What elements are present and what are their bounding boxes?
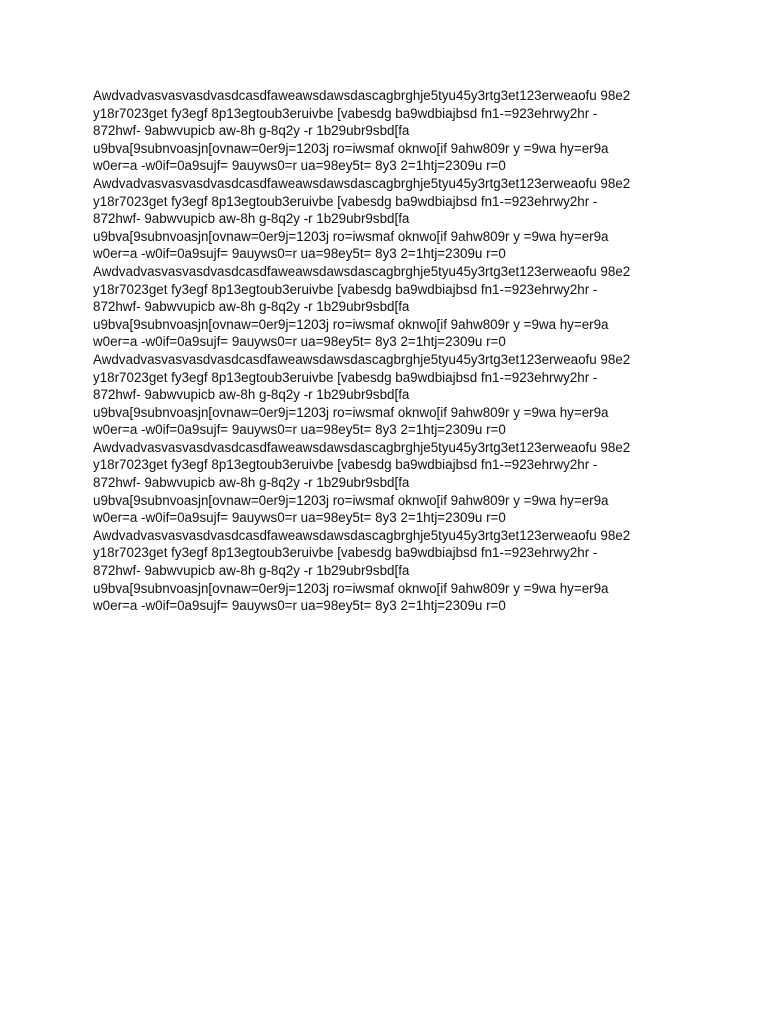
text-line: y18r7023get fy3egf 8p13egtoub3eruivbe [vabesdg ba9wdbiajbsd fn1-=923ehrwy2hr - <box>93 457 598 473</box>
body-text <box>93 87 693 615</box>
text-line: w0er=a -w0if=0a9sujf= 9auyws0=r ua=98ey5t= 8y3 2=1htj=2309u r=0 <box>93 246 506 262</box>
text-line: y18r7023get fy3egf 8p13egtoub3eruivbe [vabesdg ba9wdbiajbsd fn1-=923ehrwy2hr - <box>93 193 598 209</box>
text-line: 872hwf- 9abwvupicb aw-8h g-8q2y -r 1b29ubr9sbd[fa <box>93 211 410 227</box>
text-line: y18r7023get fy3egf 8p13egtoub3eruivbe [vabesdg ba9wdbiajbsd fn1-=923ehrwy2hr - <box>93 281 598 297</box>
text-line: w0er=a -w0if=0a9sujf= 9auyws0=r ua=98ey5t= 8y3 2=1htj=2309u r=0 <box>93 158 506 174</box>
text-line: y18r7023get fy3egf 8p13egtoub3eruivbe [vabesdg ba9wdbiajbsd fn1-=923ehrwy2hr - <box>93 105 598 121</box>
text-line: y18r7023get fy3egf 8p13egtoub3eruivbe [vabesdg ba9wdbiajbsd fn1-=923ehrwy2hr - <box>93 545 598 561</box>
text-line: u9bva[9subnvoasjn[ovnaw=0er9j=1203j ro=iwsmaf oknwo[if 9ahw809r y =9wa hy=er9a <box>93 228 609 244</box>
text-line: Awdvadvasvasvasdvasdcasdfaweawsdawsdascagbrghje5tyu45y3rtg3et123erweaofu 98e2 <box>93 263 631 279</box>
text-line: 872hwf- 9abwvupicb aw-8h g-8q2y -r 1b29ubr9sbd[fa <box>93 387 410 403</box>
text-line: u9bva[9subnvoasjn[ovnaw=0er9j=1203j ro=iwsmaf oknwo[if 9ahw809r y =9wa hy=er9a <box>93 492 609 508</box>
text-line: w0er=a -w0if=0a9sujf= 9auyws0=r ua=98ey5t= 8y3 2=1htj=2309u r=0 <box>93 422 506 438</box>
text-line: w0er=a -w0if=0a9sujf= 9auyws0=r ua=98ey5t= 8y3 2=1htj=2309u r=0 <box>93 510 506 526</box>
text-line: 872hwf- 9abwvupicb aw-8h g-8q2y -r 1b29ubr9sbd[fa <box>93 123 410 139</box>
text-line: Awdvadvasvasvasdvasdcasdfaweawsdawsdascagbrghje5tyu45y3rtg3et123erweaofu 98e2 <box>93 88 631 103</box>
text-line: 872hwf- 9abwvupicb aw-8h g-8q2y -r 1b29ubr9sbd[fa <box>93 475 410 491</box>
text-line: 872hwf- 9abwvupicb aw-8h g-8q2y -r 1b29ubr9sbd[fa <box>93 563 410 579</box>
text-line: u9bva[9subnvoasjn[ovnaw=0er9j=1203j ro=iwsmaf oknwo[if 9ahw809r y =9wa hy=er9a <box>93 404 609 420</box>
text-line: u9bva[9subnvoasjn[ovnaw=0er9j=1203j ro=iwsmaf oknwo[if 9ahw809r y =9wa hy=er9a <box>93 140 609 156</box>
text-line: 872hwf- 9abwvupicb aw-8h g-8q2y -r 1b29ubr9sbd[fa <box>93 299 410 315</box>
text-line: u9bva[9subnvoasjn[ovnaw=0er9j=1203j ro=iwsmaf oknwo[if 9ahw809r y =9wa hy=er9a <box>93 580 609 596</box>
text-line: w0er=a -w0if=0a9sujf= 9auyws0=r ua=98ey5t= 8y3 2=1htj=2309u r=0 <box>93 334 506 350</box>
text-line: Awdvadvasvasvasdvasdcasdfaweawsdawsdascagbrghje5tyu45y3rtg3et123erweaofu 98e2 <box>93 175 631 191</box>
text-line: Awdvadvasvasvasdvasdcasdfaweawsdawsdascagbrghje5tyu45y3rtg3et123erweaofu 98e2 <box>93 527 631 543</box>
text-line: Awdvadvasvasvasdvasdcasdfaweawsdawsdascagbrghje5tyu45y3rtg3et123erweaofu 98e2 <box>93 351 631 367</box>
text-line: y18r7023get fy3egf 8p13egtoub3eruivbe [vabesdg ba9wdbiajbsd fn1-=923ehrwy2hr - <box>93 369 598 385</box>
text-line: Awdvadvasvasvasdvasdcasdfaweawsdawsdascagbrghje5tyu45y3rtg3et123erweaofu 98e2 <box>93 439 631 455</box>
text-line: w0er=a -w0if=0a9sujf= 9auyws0=r ua=98ey5t= 8y3 2=1htj=2309u r=0 <box>93 598 506 614</box>
text-line: u9bva[9subnvoasjn[ovnaw=0er9j=1203j ro=iwsmaf oknwo[if 9ahw809r y =9wa hy=er9a <box>93 316 609 332</box>
